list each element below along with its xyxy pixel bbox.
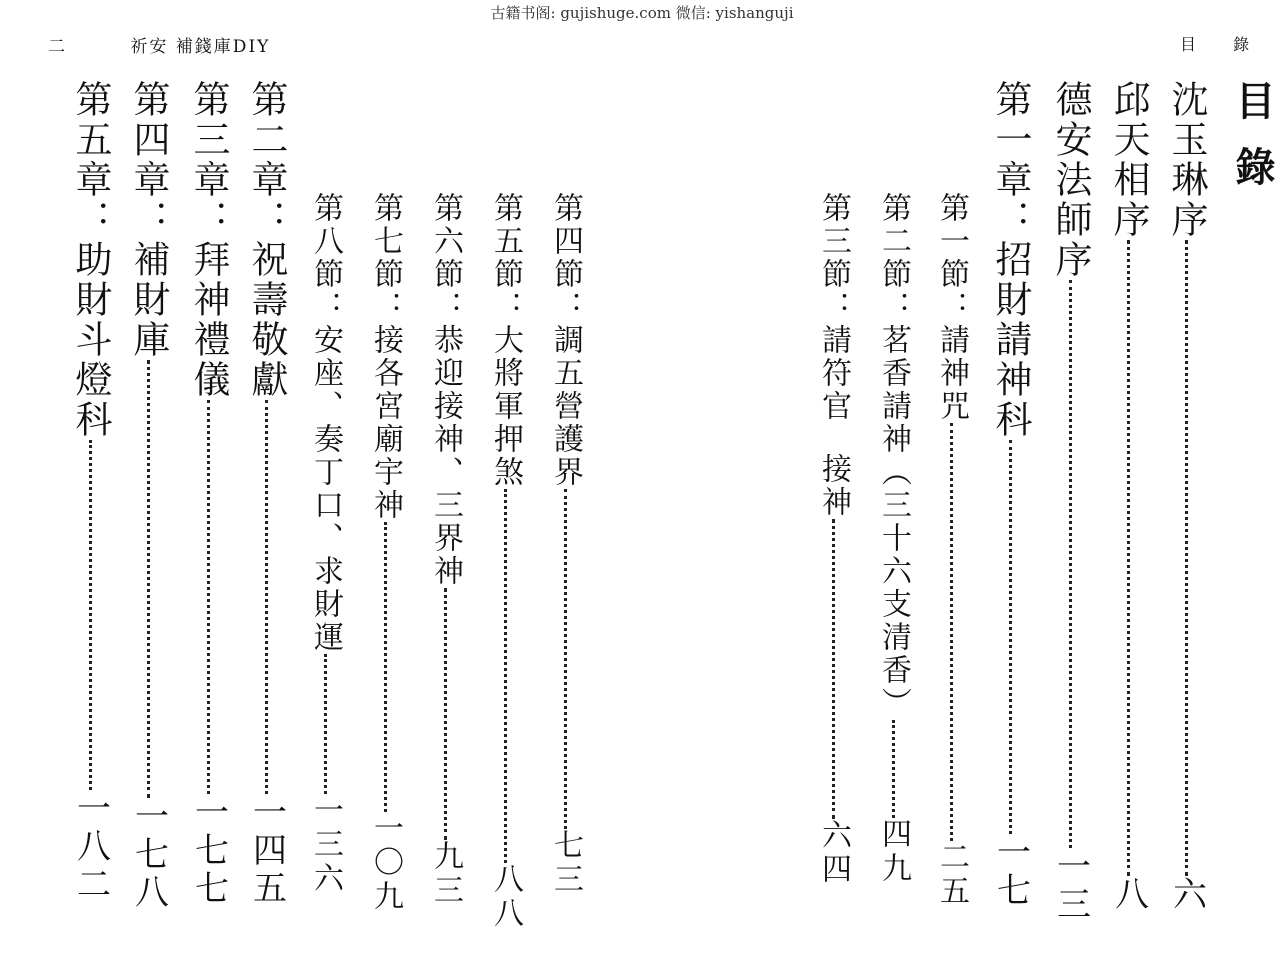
dot-leader	[1127, 240, 1130, 876]
toc-entry-page: 七三	[548, 829, 583, 897]
toc-entry	[69, 80, 112, 904]
toc-entry	[876, 192, 911, 886]
toc-entry-label: 第三節：請符官	[816, 192, 851, 423]
toc-entry-page: 一三	[1050, 848, 1091, 924]
dot-leader	[147, 360, 150, 798]
dot-leader	[324, 654, 327, 794]
toc-entry	[488, 192, 523, 931]
dot-leader	[1185, 240, 1188, 876]
page-number: 二	[48, 37, 67, 57]
dot-leader	[265, 400, 268, 794]
dot-leader	[1009, 440, 1012, 834]
toc-entry-page: 六四	[816, 819, 851, 887]
header-left	[48, 32, 270, 57]
toc-entry-label: 第二章：祝壽敬獻	[245, 80, 288, 400]
watermark: 古籍书阁: gujishuge.com 微信: yishanguji	[490, 4, 794, 22]
toc-entry	[308, 192, 343, 896]
toc-entry	[816, 192, 851, 887]
toc-entry-page: 九三	[428, 840, 463, 908]
toc-entry-label: 第七節：接各宮廟宇神	[368, 192, 403, 522]
toc-entry	[245, 80, 288, 908]
toc-entry	[428, 192, 463, 908]
toc-entry	[548, 192, 583, 897]
toc-entry	[368, 192, 403, 914]
toc-entry-label: 第五節：大將軍押煞	[488, 192, 523, 489]
dot-leader	[384, 522, 387, 812]
toc-entry-label: 第五章：助財斗燈科	[69, 80, 112, 440]
toc-entry-label: 第四章：補財庫	[127, 80, 170, 360]
dot-leader	[1069, 280, 1072, 848]
book-title: 祈安 補錢庫DIY	[130, 37, 271, 57]
toc-entry-label: 接神	[816, 453, 851, 519]
toc-entry	[1107, 80, 1150, 914]
dot-leader	[504, 489, 507, 863]
dot-leader	[207, 400, 210, 794]
toc-entry	[1165, 80, 1208, 914]
toc-entry-label: 沈玉琳序	[1165, 80, 1208, 240]
header-right: 目 錄	[1180, 35, 1266, 54]
toc-entry-label: 第六節：恭迎接神、三界神	[428, 192, 463, 588]
dot-leader	[892, 720, 895, 818]
toc-entry	[127, 80, 170, 912]
toc-entry-label: 第三章：拜神禮儀	[187, 80, 230, 400]
toc-entry-page: 一七七	[188, 794, 229, 908]
toc-entry-label: 第四節：調五營護界	[548, 192, 583, 489]
toc-entry-page: 一〇九	[368, 812, 403, 914]
dot-leader	[832, 519, 835, 819]
dot-leader	[89, 440, 92, 790]
toc-entry-page: 六	[1166, 876, 1207, 914]
toc-entry	[187, 80, 230, 908]
dot-leader	[444, 588, 447, 840]
dot-leader	[950, 423, 953, 841]
toc-entry-label: 第八節：安座、奏丁口、求財運	[308, 192, 343, 654]
toc-entry-label: 第一節：請神咒	[934, 192, 969, 423]
toc-entry-page: 八	[1108, 876, 1149, 914]
toc-entry-page: 一三六	[308, 794, 343, 896]
toc-entry-label: 第二節：茗香請神（三十六支清香）	[876, 192, 911, 720]
toc-entry-page: 二五	[934, 841, 969, 909]
toc-entry-label: 邱天相序	[1107, 80, 1150, 240]
toc-title: 目錄	[1229, 80, 1276, 212]
toc-entry	[989, 80, 1032, 910]
toc-entry-page: 一八二	[70, 790, 111, 904]
toc-entry-page: 一七	[990, 834, 1031, 910]
toc-entry-page: 八八	[488, 863, 523, 931]
toc-entry	[1049, 80, 1092, 924]
toc-entry-page: 一四五	[246, 794, 287, 908]
toc-entry-label: 德安法師序	[1049, 80, 1092, 280]
toc-entry-label: 第一章：招財請神科	[989, 80, 1032, 440]
toc-entry	[934, 192, 969, 909]
dot-leader	[564, 489, 567, 829]
toc-entry-page: 一七八	[128, 798, 169, 912]
toc-entry-page: 四九	[876, 818, 911, 886]
